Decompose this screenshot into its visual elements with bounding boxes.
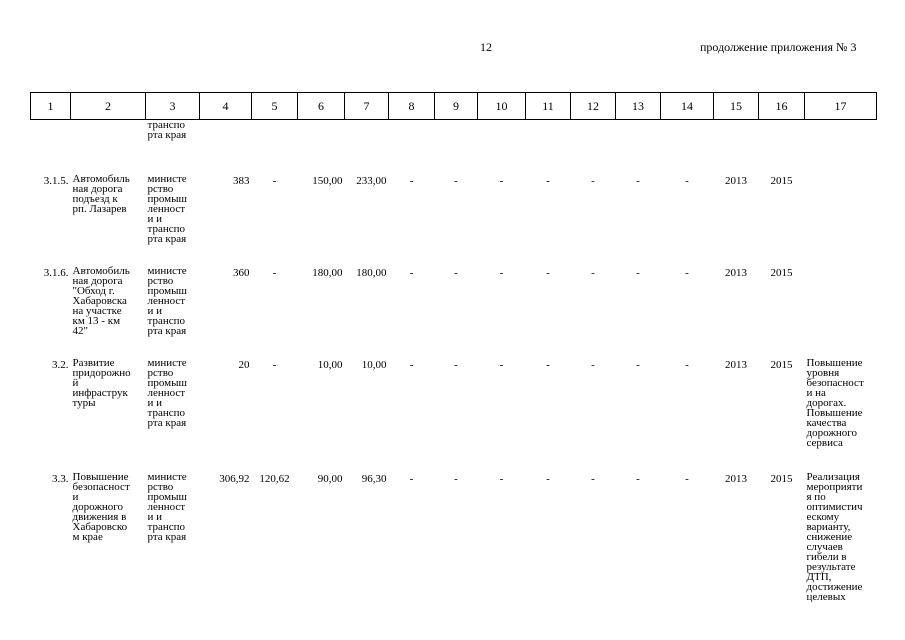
column-header-row xyxy=(31,93,877,120)
measure-name: Автомобиль ная дорога подъезд к рп. Лазарев xyxy=(72,172,130,215)
value-col-4: 383 xyxy=(233,174,250,187)
value-col-14: - xyxy=(685,472,689,485)
value-col-5: - xyxy=(272,358,277,371)
table-row xyxy=(31,160,877,252)
value-col-10: - xyxy=(499,358,504,371)
column-header: 15 xyxy=(714,93,759,120)
value-col-11: - xyxy=(546,358,550,371)
table-row xyxy=(31,458,877,608)
value-col-12: - xyxy=(591,266,595,279)
measure-name: Повышение безопасност и дорожного движения в Хабаровско м крае xyxy=(72,470,130,543)
measure-name: Развитие придорожно й инфраструк туры xyxy=(72,356,131,409)
column-header: 17 xyxy=(805,93,877,120)
value-col-8: - xyxy=(409,266,414,279)
value-col-13 xyxy=(616,120,661,160)
executor: министе рство промыш ленност и и транспо рта края xyxy=(147,172,187,245)
expected-result xyxy=(805,120,877,160)
row-number: 3.1.6. xyxy=(43,266,69,279)
executor: министе рство промыш ленност и и транспо рта края xyxy=(147,470,187,543)
value-col-14 xyxy=(661,120,714,160)
column-header: 14 xyxy=(661,93,714,120)
value-col-10: - xyxy=(499,174,504,187)
value-col-10: - xyxy=(499,266,504,279)
value-col-8: - xyxy=(409,174,414,187)
table-row xyxy=(31,120,877,160)
table-row xyxy=(31,344,877,458)
value-col-6 xyxy=(298,120,345,160)
column-header: 9 xyxy=(435,93,478,120)
value-col-8: - xyxy=(409,358,414,371)
row-number: 3.1.5. xyxy=(43,174,69,187)
start-year: 2013 xyxy=(725,472,747,485)
value-col-14: - xyxy=(685,174,689,187)
expected-result: Реализация мероприяти я по оптимистич ескому варианту, снижение случаев гибели в результате ДТП, достижение целевых xyxy=(806,470,863,603)
column-header: 7 xyxy=(345,93,389,120)
measure-name xyxy=(71,120,146,160)
column-header: 1 xyxy=(31,93,71,120)
end-year xyxy=(759,120,805,160)
value-col-13: - xyxy=(636,266,640,279)
value-col-9: - xyxy=(454,472,458,485)
start-year: 2013 xyxy=(725,174,747,187)
column-header: 6 xyxy=(298,93,345,120)
column-header: 10 xyxy=(478,93,526,120)
measure-name: Автомобиль ная дорога "Обход г. Хабаровска на участке км 13 - км 42" xyxy=(72,264,130,337)
row-number: 3.3. xyxy=(52,472,69,485)
row-number xyxy=(31,120,71,160)
value-col-7: 10,00 xyxy=(361,358,387,371)
value-col-5: - xyxy=(272,266,277,279)
value-col-9: - xyxy=(454,266,458,279)
value-col-5 xyxy=(252,120,298,160)
value-col-4: 20 xyxy=(238,358,250,371)
value-col-4: 360 xyxy=(233,266,250,279)
value-col-6: 90,00 xyxy=(317,472,343,485)
value-col-14: - xyxy=(685,358,689,371)
value-col-9: - xyxy=(454,358,458,371)
expected-result xyxy=(805,160,877,252)
executor: министе рство промыш ленност и и транспо рта края xyxy=(147,264,187,337)
end-year: 2015 xyxy=(770,472,793,485)
executor: министе рство промыш ленност и и транспо рта края xyxy=(147,356,187,429)
value-col-12: - xyxy=(591,358,595,371)
value-col-9 xyxy=(435,120,478,160)
start-year xyxy=(714,120,759,160)
expected-result xyxy=(805,252,877,344)
value-col-6: 10,00 xyxy=(317,358,343,371)
value-col-12: - xyxy=(591,174,595,187)
column-header: 11 xyxy=(526,93,571,120)
value-col-4: 306,92 xyxy=(219,472,250,485)
page-number: 12 xyxy=(480,40,492,54)
value-col-11: - xyxy=(546,174,550,187)
value-col-4 xyxy=(200,120,252,160)
value-col-12: - xyxy=(591,472,595,485)
value-col-11 xyxy=(526,120,571,160)
column-header: 2 xyxy=(71,93,146,120)
executor: транспо рта края xyxy=(147,119,187,141)
value-col-13: - xyxy=(636,472,640,485)
end-year: 2015 xyxy=(770,174,793,187)
value-col-13: - xyxy=(636,358,640,371)
value-col-8 xyxy=(389,120,435,160)
value-col-9: - xyxy=(454,174,458,187)
column-header: 8 xyxy=(389,93,435,120)
column-header: 16 xyxy=(759,93,805,120)
column-header: 3 xyxy=(146,93,200,120)
value-col-10: - xyxy=(499,472,504,485)
value-col-7: 96,30 xyxy=(361,472,387,485)
end-year: 2015 xyxy=(770,358,793,371)
value-col-6: 180,00 xyxy=(312,266,343,279)
column-header: 5 xyxy=(252,93,298,120)
value-col-13: - xyxy=(636,174,640,187)
value-col-14: - xyxy=(685,266,689,279)
value-col-10 xyxy=(478,120,526,160)
value-col-11: - xyxy=(546,472,550,485)
start-year: 2013 xyxy=(725,266,747,279)
value-col-12 xyxy=(571,120,616,160)
expected-result: Повышение уровня безопасност и на дорогах. Повышение качества дорожного сервиса xyxy=(806,356,864,449)
column-header: 12 xyxy=(571,93,616,120)
row-number: 3.2. xyxy=(52,358,69,371)
value-col-11: - xyxy=(546,266,550,279)
value-col-8: - xyxy=(409,472,414,485)
end-year: 2015 xyxy=(770,266,793,279)
program-table xyxy=(30,92,877,608)
table-row xyxy=(31,252,877,344)
value-col-6: 150,00 xyxy=(312,174,343,187)
value-col-5: - xyxy=(272,174,277,187)
value-col-7: 180,00 xyxy=(356,266,387,279)
value-col-7 xyxy=(345,120,389,160)
column-header: 13 xyxy=(616,93,661,120)
value-col-5: 120,62 xyxy=(259,472,290,485)
start-year: 2013 xyxy=(725,358,747,371)
value-col-7: 233,00 xyxy=(356,174,387,187)
column-header: 4 xyxy=(200,93,252,120)
appendix-note: продолжение приложения № 3 xyxy=(700,40,857,54)
